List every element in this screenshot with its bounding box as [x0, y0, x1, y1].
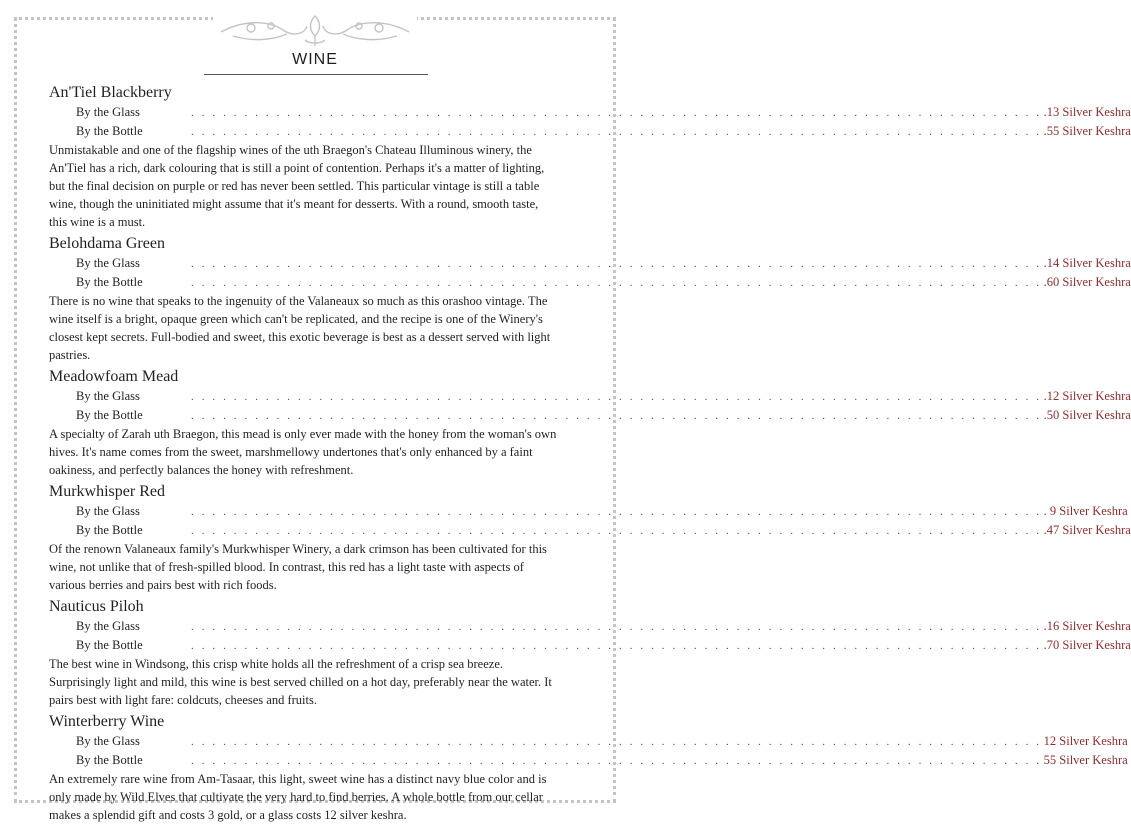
price-row: [49, 617, 1131, 636]
dot-leader: . . . . . . . . . . . . . . . . . . . . . . . . . . . . . . . . . . . . . . . . . . . . . . . . . . . . . . . . . . . . . . . . . . . . . . . . . . . . . . . .: [191, 525, 1042, 537]
flourish-ornament-icon: [213, 10, 417, 50]
wine-entry: [49, 367, 1131, 479]
title-underline: [204, 74, 428, 75]
price-value: .16 Silver Keshra: [1043, 619, 1131, 633]
price-label: By the Bottle: [76, 753, 143, 767]
dot-leader: . . . . . . . . . . . . . . . . . . . . . . . . . . . . . . . . . . . . . . . . . . . . . . . . . . . . . . . . . . . . . . . . . . . . . . . . . . . . . . . .: [191, 277, 1042, 289]
dot-leader: . . . . . . . . . . . . . . . . . . . . . . . . . . . . . . . . . . . . . . . . . . . . . . . . . . . . . . . . . . . . . . . . . . . . . . . . . . . . . . . .: [191, 621, 1042, 633]
price-row: [49, 751, 1128, 770]
wine-name: Winterberry Wine: [49, 713, 165, 730]
wine-description: A specialty of Zarah uth Braegon, this mead is only ever made with the honey from the woman's own hives. It's name comes from the sweet, marshmellowy undertones that's only enhanced by a faint oakiness, and perfectly balances the honey with refreshment.: [49, 427, 557, 477]
dot-leader: . . . . . . . . . . . . . . . . . . . . . . . . . . . . . . . . . . . . . . . . . . . . . . . . . . . . . . . . . . . . . . . . . . . . . . . . . . . . . . . .: [191, 506, 1042, 518]
price-label: By the Bottle: [76, 275, 143, 289]
wine-name: Meadowfoam Mead: [49, 368, 179, 385]
price-row: [49, 732, 1128, 751]
price-row: [49, 273, 1131, 292]
wine-entry: [49, 482, 1131, 594]
price-row: [49, 636, 1131, 655]
price-row: [49, 254, 1131, 273]
dot-leader: . . . . . . . . . . . . . . . . . . . . . . . . . . . . . . . . . . . . . . . . . . . . . . . . . . . . . . . . . . . . . . . . . . . . . . . . . . . . . . . .: [191, 107, 1042, 119]
dot-leader: . . . . . . . . . . . . . . . . . . . . . . . . . . . . . . . . . . . . . . . . . . . . . . . . . . . . . . . . . . . . . . . . . . . . . . . . . . . . . . . .: [191, 755, 1042, 767]
price-label: By the Glass: [76, 256, 140, 270]
price-value: .13 Silver Keshra: [1043, 105, 1131, 119]
wine-list: [49, 82, 1131, 827]
price-row: [49, 521, 1131, 540]
wine-name: Belohdama Green: [49, 235, 165, 252]
price-value: .14 Silver Keshra: [1043, 256, 1131, 270]
price-row: [49, 103, 1131, 122]
price-value: .12 Silver Keshra: [1043, 389, 1131, 403]
price-row: [49, 122, 1131, 141]
dot-leader: . . . . . . . . . . . . . . . . . . . . . . . . . . . . . . . . . . . . . . . . . . . . . . . . . . . . . . . . . . . . . . . . . . . . . . . . . . . . . . . .: [191, 258, 1042, 270]
price-label: By the Bottle: [76, 638, 143, 652]
price-row: [49, 406, 1131, 425]
price-label: By the Glass: [76, 619, 140, 633]
wine-name: Nauticus Piloh: [49, 598, 144, 615]
wine-description: Of the renown Valaneaux family's Murkwhisper Winery, a dark crimson has been cultivated for this wine, not unlike that of fresh-spilled blood. In contrast, this red has a light taste with aspects of various berries and pairs best with rich foods.: [49, 542, 547, 592]
dot-leader: . . . . . . . . . . . . . . . . . . . . . . . . . . . . . . . . . . . . . . . . . . . . . . . . . . . . . . . . . . . . . . . . . . . . . . . . . . . . . . . .: [191, 640, 1042, 652]
dot-leader: . . . . . . . . . . . . . . . . . . . . . . . . . . . . . . . . . . . . . . . . . . . . . . . . . . . . . . . . . . . . . . . . . . . . . . . . . . . . . . . .: [191, 736, 1042, 748]
wine-entry: [49, 83, 1131, 231]
price-label: By the Bottle: [76, 408, 143, 422]
price-label: By the Glass: [76, 105, 140, 119]
price-value: .47 Silver Keshra: [1043, 523, 1131, 537]
price-value: . 9 Silver Keshra: [1043, 504, 1128, 518]
price-value: .70 Silver Keshra: [1043, 638, 1131, 652]
dot-leader: . . . . . . . . . . . . . . . . . . . . . . . . . . . . . . . . . . . . . . . . . . . . . . . . . . . . . . . . . . . . . . . . . . . . . . . . . . . . . . . .: [191, 410, 1042, 422]
price-row: [49, 387, 1131, 406]
price-value: 12 Silver Keshra: [1043, 734, 1128, 748]
wine-description: Unmistakable and one of the flagship wines of the uth Braegon's Chateau Illuminous winery, the An'Tiel has a rich, dark colouring that is still a point of contention. Perhaps it's a matter of lighting, but the final decision on purple or red has never been settled. This particular vintage is still a table wine, though the uninitiated might assume that it's meant for desserts. With a round, smooth taste, this wine is a must.: [49, 143, 545, 229]
dot-leader: . . . . . . . . . . . . . . . . . . . . . . . . . . . . . . . . . . . . . . . . . . . . . . . . . . . . . . . . . . . . . . . . . . . . . . . . . . . . . . . .: [191, 126, 1042, 138]
wine-description: The best wine in Windsong, this crisp white holds all the refreshment of a crisp sea breeze. Surprisingly light and mild, this wine is best served chilled on a hot day, preferably near the water. It pairs best with light fare: coldcuts, cheeses and fruits.: [49, 657, 552, 707]
price-label: By the Glass: [76, 734, 140, 748]
page-title: WINE: [292, 51, 338, 68]
wine-name: Murkwhisper Red: [49, 483, 165, 500]
price-value: 55 Silver Keshra: [1043, 753, 1128, 767]
price-label: By the Bottle: [76, 124, 143, 138]
wine-description: An extremely rare wine from Am-Tasaar, this light, sweet wine has a distinct navy blue color and is only made by Wild Elves that cultivate the very hard to find berries. A whole bottle from our cellar makes a splendid gift and costs 3 gold, or a glass costs 12 silver keshra.: [49, 772, 547, 822]
price-value: .50 Silver Keshra: [1043, 408, 1131, 422]
price-label: By the Glass: [76, 504, 140, 518]
wine-entry: [49, 234, 1131, 364]
wine-name: An'Tiel Blackberry: [49, 84, 172, 101]
wine-description: There is no wine that speaks to the ingenuity of the Valaneaux so much as this orashoo vintage. The wine itself is a bright, opaque green which can't be replicated, and the recipe is one of the Winery's closest kept secrets. Full-bodied and sweet, this exotic beverage is best as a dessert served with light pastries.: [49, 294, 551, 362]
price-value: .55 Silver Keshra: [1043, 124, 1131, 138]
price-label: By the Glass: [76, 389, 140, 403]
dot-leader: . . . . . . . . . . . . . . . . . . . . . . . . . . . . . . . . . . . . . . . . . . . . . . . . . . . . . . . . . . . . . . . . . . . . . . . . . . . . . . . .: [191, 391, 1042, 403]
price-row: [49, 502, 1128, 521]
price-label: By the Bottle: [76, 523, 143, 537]
wine-entry: [49, 597, 1131, 709]
price-value: .60 Silver Keshra: [1043, 275, 1131, 289]
wine-entry: [49, 712, 1128, 824]
